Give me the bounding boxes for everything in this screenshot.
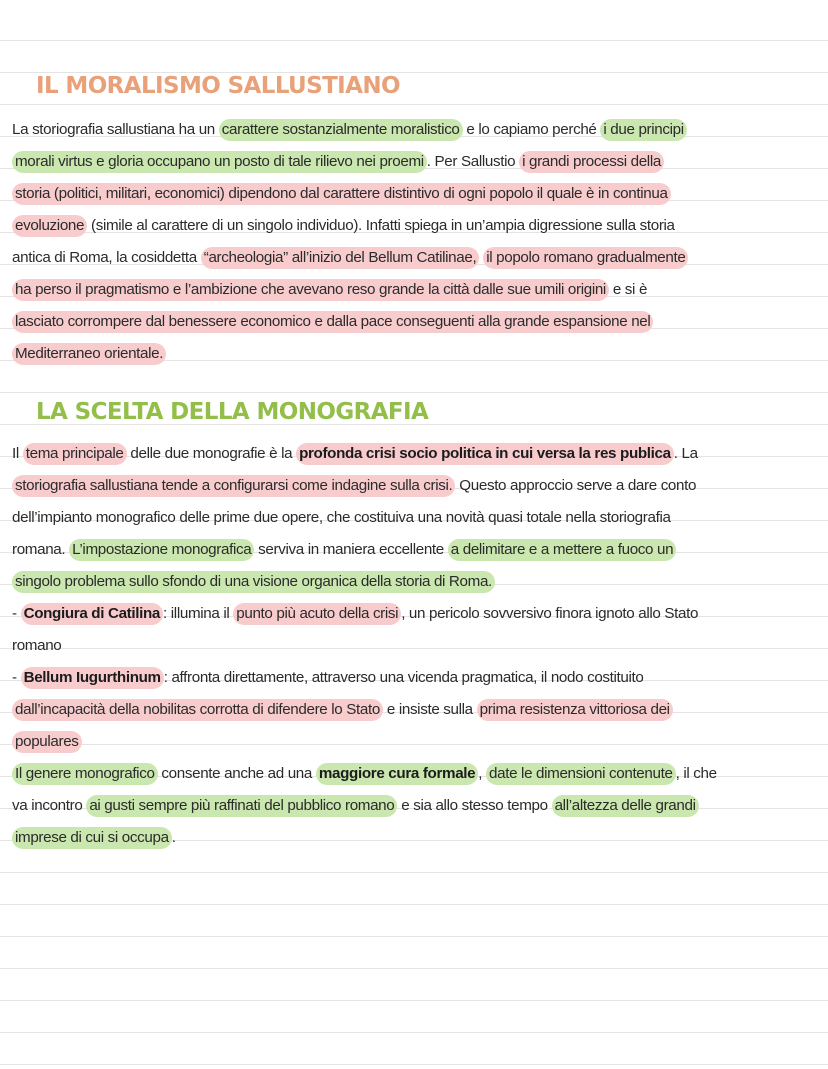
plain-text: e sia allo stesso tempo bbox=[397, 797, 552, 814]
plain-text: delle due monografie è la bbox=[126, 445, 297, 462]
green-highlight: morali virtus e gloria occupano un posto di tale rilievo nei proemi bbox=[12, 151, 427, 173]
bold-highlight: maggiore cura formale bbox=[316, 763, 478, 785]
text-line bbox=[12, 758, 818, 790]
text-line bbox=[12, 822, 818, 854]
green-highlight: date le dimensioni contenute bbox=[486, 763, 676, 785]
pink-highlight: dall’incapacità della nobilitas corrotta di difendere lo Stato bbox=[12, 699, 383, 721]
text-line bbox=[12, 210, 818, 242]
text-line bbox=[12, 306, 818, 338]
bold-highlight: Bellum Iugurthinum bbox=[21, 667, 164, 689]
text-line bbox=[12, 338, 818, 370]
text-line bbox=[12, 242, 818, 274]
pink-highlight: “archeologia” all’inizio del Bellum Catilinae, bbox=[201, 247, 480, 269]
pink-highlight: populares bbox=[12, 731, 82, 753]
text-line bbox=[12, 566, 818, 598]
pink-highlight: prima resistenza vittoriosa dei bbox=[477, 699, 673, 721]
text-line bbox=[12, 502, 818, 534]
plain-text: . bbox=[171, 829, 176, 846]
plain-text: - bbox=[12, 669, 21, 686]
text-line bbox=[12, 726, 818, 758]
text-line bbox=[12, 178, 818, 210]
plain-text: : affronta direttamente, attraverso una vicenda pragmatica, il nodo costituito bbox=[163, 669, 644, 686]
section-monografia-body bbox=[12, 438, 818, 854]
pink-highlight: tema principale bbox=[23, 443, 127, 465]
plain-text: . Per Sallustio bbox=[426, 153, 520, 170]
plain-text: - bbox=[12, 605, 21, 622]
plain-text: consente anche ad una bbox=[157, 765, 316, 782]
pink-highlight: Mediterraneo orientale. bbox=[12, 343, 166, 365]
green-highlight: ai gusti sempre più raffinati del pubblico romano bbox=[86, 795, 397, 817]
plain-text: e lo capiamo perché bbox=[462, 121, 601, 138]
plain-text: , bbox=[478, 765, 487, 782]
green-highlight: a delimitare e a mettere a fuoco un bbox=[448, 539, 676, 561]
pink-highlight: punto più acuto della crisi bbox=[233, 603, 401, 625]
text-line bbox=[12, 790, 818, 822]
pink-highlight: storiografia sallustiana tende a configurarsi come indagine sulla crisi. bbox=[12, 475, 455, 497]
bold-highlight: profonda crisi socio politica in cui versa la res publica bbox=[296, 443, 674, 465]
text-line bbox=[12, 470, 818, 502]
plain-text: romana. bbox=[12, 541, 70, 558]
plain-text: , il che bbox=[675, 765, 717, 782]
plain-text: Questo approccio serve a dare conto bbox=[455, 477, 697, 494]
pink-highlight: evoluzione bbox=[12, 215, 87, 237]
green-highlight: L’impostazione monografica bbox=[69, 539, 254, 561]
plain-text: (simile al carattere di un singolo individuo). Infatti spiega in un’ampia digressione sulla storia bbox=[87, 217, 675, 234]
plain-text: dell’impianto monografico delle prime due opere, che costituiva una novità quasi totale nella storiografia bbox=[12, 509, 671, 526]
green-highlight: Il genere monografico bbox=[12, 763, 158, 785]
green-highlight: i due principi bbox=[600, 119, 686, 141]
plain-text: Il bbox=[12, 445, 23, 462]
pink-highlight: lasciato corrompere dal benessere economico e dalla pace conseguenti alla grande espansione nel bbox=[12, 311, 653, 333]
pink-highlight: il popolo romano gradualmente bbox=[483, 247, 688, 269]
plain-text: serviva in maniera eccellente bbox=[254, 541, 448, 558]
text-line bbox=[12, 114, 818, 146]
heading-moralismo-sallustiano: IL MORALISMO SALLUSTIANO bbox=[36, 73, 400, 99]
pink-highlight: storia (politici, militari, economici) dipendono dal carattere distintivo di ogni popolo il quale è in continua bbox=[12, 183, 671, 205]
bold-highlight: Congiura di Catilina bbox=[21, 603, 163, 625]
heading-scelta-monografia: LA SCELTA DELLA MONOGRAFIA bbox=[36, 399, 429, 425]
green-highlight: all’altezza delle grandi bbox=[552, 795, 699, 817]
text-line bbox=[12, 274, 818, 306]
text-line bbox=[12, 694, 818, 726]
text-line bbox=[12, 598, 818, 630]
text-line bbox=[12, 662, 818, 694]
green-highlight: singolo problema sullo sfondo di una visione organica della storia di Roma. bbox=[12, 571, 495, 593]
plain-text: e si è bbox=[608, 281, 648, 298]
text-line bbox=[12, 534, 818, 566]
plain-text: va incontro bbox=[12, 797, 87, 814]
plain-text: e insiste sulla bbox=[382, 701, 477, 718]
text-line bbox=[12, 630, 818, 662]
plain-text: La storiografia sallustiana ha un bbox=[12, 121, 219, 138]
pink-highlight: ha perso il pragmatismo e l’ambizione che avevano reso grande la città dalle sue umili origini bbox=[12, 279, 609, 301]
text-line bbox=[12, 438, 818, 470]
section-moralismo-body bbox=[12, 114, 818, 370]
plain-text: : illumina il bbox=[163, 605, 234, 622]
plain-text: . La bbox=[673, 445, 698, 462]
green-highlight: carattere sostanzialmente moralistico bbox=[219, 119, 463, 141]
text-line bbox=[12, 146, 818, 178]
green-highlight: imprese di cui si occupa bbox=[12, 827, 172, 849]
plain-text: antica di Roma, la cosiddetta bbox=[12, 249, 201, 266]
plain-text: romano bbox=[12, 637, 62, 654]
pink-highlight: i grandi processi della bbox=[519, 151, 664, 173]
plain-text: , un pericolo sovversivo finora ignoto allo Stato bbox=[401, 605, 699, 622]
